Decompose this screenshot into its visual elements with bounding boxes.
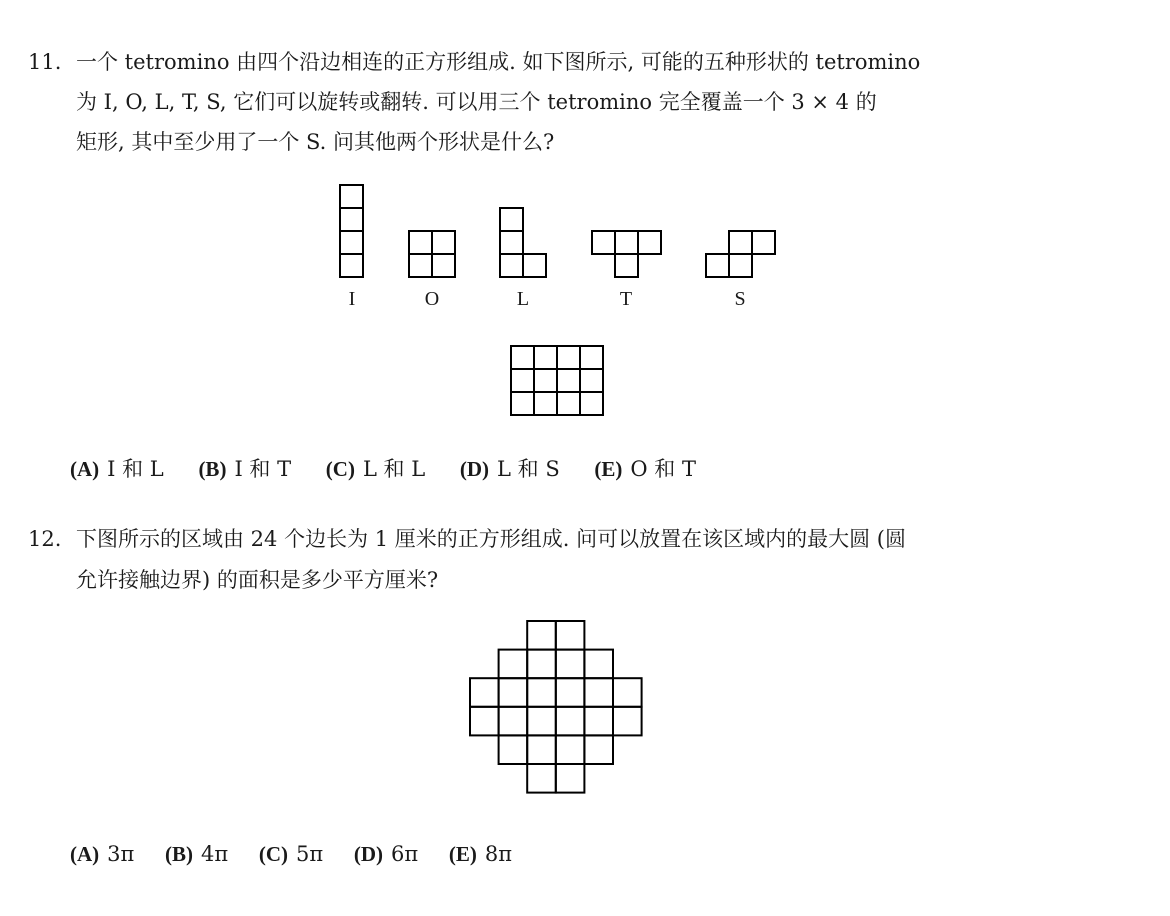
q11-line-2: 为 I, O, L, T, S, 它们可以旋转或翻转. 可以用三个 tetromino 完全覆盖一个 3 × 4 的 [76,90,877,114]
region-cell [527,678,556,707]
q12-choice-e[interactable]: (E) 8π [448,842,513,866]
region-cell [556,707,585,736]
q11-line-3: 矩形, 其中至少用了一个 S. 问其他两个形状是什么? [76,130,555,154]
shape-label-t: T [619,288,633,310]
region-cell [470,678,499,707]
region-cell [499,650,528,679]
q11-choice-d[interactable]: (D) L 和 S [459,457,560,481]
shape-label-o: O [424,288,440,310]
q12-choice-b[interactable]: (B) 4π [165,842,229,866]
q11-choice-b[interactable]: (B) I 和 T [198,457,292,481]
region-cell [556,735,585,764]
region-cell [499,735,528,764]
region-cell [584,707,613,736]
q12-choice-a[interactable]: (A) 3π [70,842,135,866]
region-cell [584,735,613,764]
q11-line-1: 一个 tetromino 由四个沿边相连的正方形组成. 如下图所示, 可能的五种形状的 tetromino [76,50,921,74]
region-cell [584,678,613,707]
region-cell [470,707,499,736]
region-cell [613,678,642,707]
q11-choice-e[interactable]: (E) O 和 T [594,457,696,481]
q11-number: 11. [28,50,62,74]
region-cell [556,678,585,707]
q12-line-2: 允许接触边界) 的面积是多少平方厘米? [76,568,439,592]
shape-label-i: I [348,288,356,310]
q12-number: 12. [28,527,62,551]
region-cell [499,707,528,736]
region-cell [527,707,556,736]
region-cell [499,678,528,707]
region-cell [527,735,556,764]
region-cell [527,621,556,650]
region-cell [556,621,585,650]
q12-choice-c[interactable]: (C) 5π [258,842,324,866]
region-cell [556,650,585,679]
region-cell [613,707,642,736]
q12-line-1: 下图所示的区域由 24 个边长为 1 厘米的正方形组成. 问可以放置在该区域内的最大圆 (圆 [76,527,906,551]
shape-label-s: S [734,288,746,310]
q12-choice-d[interactable]: (D) 6π [353,842,419,866]
q11-choice-c[interactable]: (C) L 和 L [325,457,426,481]
region-cell [527,650,556,679]
q11-choice-a[interactable]: (A) I 和 L [70,457,164,481]
region-cell [556,764,585,793]
region-cell [527,764,556,793]
shape-label-l: L [516,288,530,310]
q12-choices [70,840,536,868]
region-cell [584,650,613,679]
